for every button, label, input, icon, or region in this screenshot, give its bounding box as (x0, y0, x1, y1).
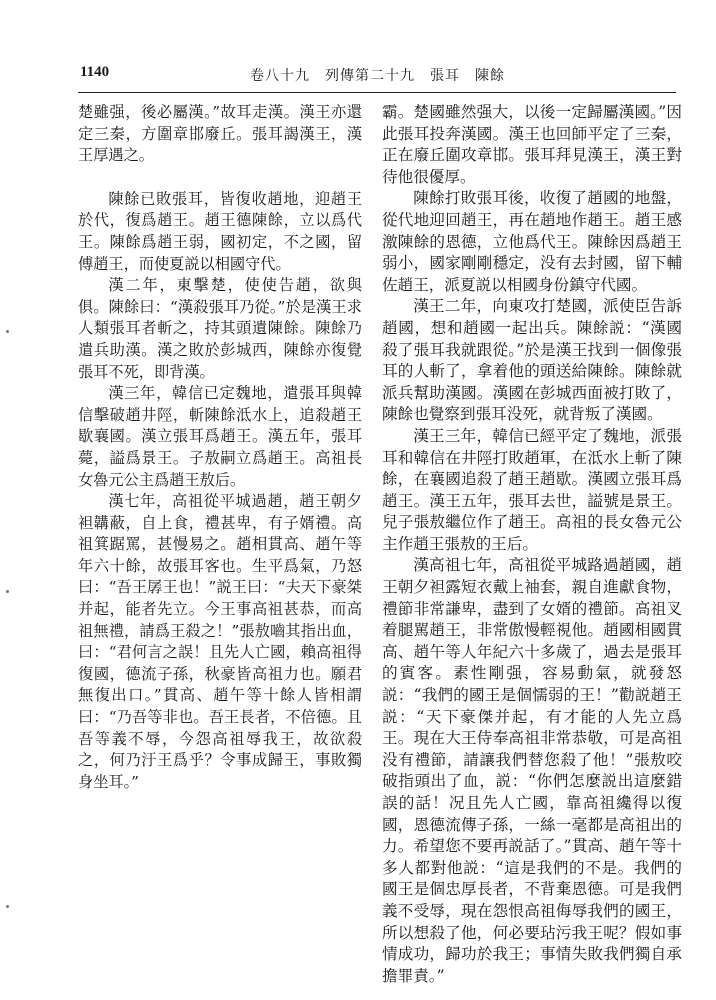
left-paragraph-5: 漢七年，高祖從平城過趙，趙王朝夕袒韝蔽，自上食，禮甚卑，有子婿禮。高祖箕踞罵，甚慢易之。趙相貫高、趙午等年六十餘，故張耳客也。生平爲氣，乃怒曰：“吾王孱王也！”説王曰：“夫天下豪桀并起，能者先立。今王事高祖甚恭，而高祖無禮，請爲王殺之！”張敖嚙其指出血，曰：“君何言之誤！且先人亡國，賴高祖得復國，德流子孫，秋豪皆高祖力也。願君無復出口。”貫高、趙午等十餘人皆相謂曰：“乃吾等非也。吾王長者，不倍德。且吾等義不辱，今怨高祖辱我王，故欲殺之，何乃汙王爲乎？令事成歸王，事敗獨身坐耳。” (78, 492, 362, 791)
right-column-modern-translation (382, 102, 682, 987)
right-paragraph-2: 陳餘打敗張耳後，收復了趙國的地盤，從代地迎回趙王，再在趙地作趙王。趙王感激陳餘的恩德，立他爲代王。陳餘因爲趙王弱小，國家剛剛穩定，没有去封國，留下輔佐趙王，派夏説以相國身份鎮守代國。 (382, 189, 682, 294)
header-rule (78, 92, 676, 93)
right-paragraph-5: 漢高祖七年，高祖從平城路過趙國，趙王朝夕袒露短衣戴上袖套，親自進獻食物，禮節非常謙卑，盡到了女婿的禮節。高祖叉着腿駡趙王，非常傲慢輕視他。趙國相國貫高、趙午等人年紀六十多歲了，過去是張耳的賓客。素性剛强，容易動氣，就發怒説：“我們的國王是個懦弱的王！”勸説趙王説：“天下豪傑并起，有才能的人先立爲王。現在大王侍奉高祖非常恭敬，可是高祖没有禮節，請讓我們替您殺了他！”張敖咬破指頭出了血，説：“你們怎麼説出這麼錯誤的話！况且先人亡國，靠高祖纔得以復國，恩德流傳子孫，一絲一毫都是高祖出的力。希望您不要再説話了。”貫高、趙午等十多人都對他説：“這是我們的不是。我們的國王是個忠厚長者，不背棄恩德。可是我們義不受辱，現在怨恨高祖侮辱我們的國王，所以想殺了他，何必要玷污我王呢？假如事情成功，歸功於我王；事情失敗我們獨自承擔罪責。” (382, 556, 682, 985)
left-paragraph-4: 漢三年，韓信已定魏地，遣張耳與韓信擊破趙井陘，斬陳餘泜水上，追殺趙王歇襄國。漢立張耳爲趙王。漢五年，張耳薨，謚爲景王。子敖嗣立爲趙王。高祖長女魯元公主爲趙王敖后。 (78, 384, 362, 489)
paragraph-gap (78, 167, 362, 189)
left-paragraph-1: 楚雖强，後必屬漢。”故耳走漢。漢王亦還定三秦，方圍章邯廢丘。張耳謁漢王，漢王厚遇之。 (78, 103, 362, 165)
running-title: 卷八十九 列傳第二十九 張耳 陳餘 (250, 68, 505, 84)
scan-speck (6, 905, 9, 908)
page-number: 1140 (80, 64, 110, 80)
right-paragraph-1: 霸。楚國雖然强大，以後一定歸屬漢國。”因此張耳投奔漢國。漢王也回師平定了三秦，正在廢丘圍攻章邯。張耳拜見漢王，漢王對待他很優厚。 (382, 103, 682, 186)
right-paragraph-4: 漢王三年，韓信已經平定了魏地，派張耳和韓信在井陘打敗趙軍，在泜水上斬了陳餘，在襄國追殺了趙王趙歇。漢國立張耳爲趙王。漢王五年，張耳去世，謚號是景王。兒子張敖繼位作了趙王。高祖的長女魯元公主作趙王張敖的王后。 (382, 426, 682, 553)
left-paragraph-2: 陳餘已敗張耳，皆復收趙地，迎趙王於代，復爲趙王。趙王德陳餘，立以爲代王。陳餘爲趙王弱，國初定，不之國，留傅趙王，而使夏説以相國守代。 (78, 189, 362, 273)
left-paragraph-3: 漢二年，東擊楚，使使告趙，欲與俱。陳餘曰：“漢殺張耳乃從。”於是漢王求人類張耳者斬之，持其頭遺陳餘。陳餘乃遣兵助漢。漢之敗於彭城西，陳餘亦復覺張耳不死，即背漢。 (78, 276, 362, 381)
left-column-classical-text (78, 102, 362, 793)
right-paragraph-3: 漢王二年，向東攻打楚國，派使臣告訴趙國，想和趙國一起出兵。陳餘説：“漢國殺了張耳我就跟從。”於是漢王找到一個像張耳的人斬了，拿着他的頭送給陳餘。陳餘就派兵幫助漢國。漢國在彭城西面被打敗了，陳餘也覺察到張耳没死，就背叛了漢國。 (382, 297, 682, 424)
scan-speck (6, 590, 9, 593)
scan-speck (6, 330, 9, 333)
page-header (80, 64, 676, 88)
